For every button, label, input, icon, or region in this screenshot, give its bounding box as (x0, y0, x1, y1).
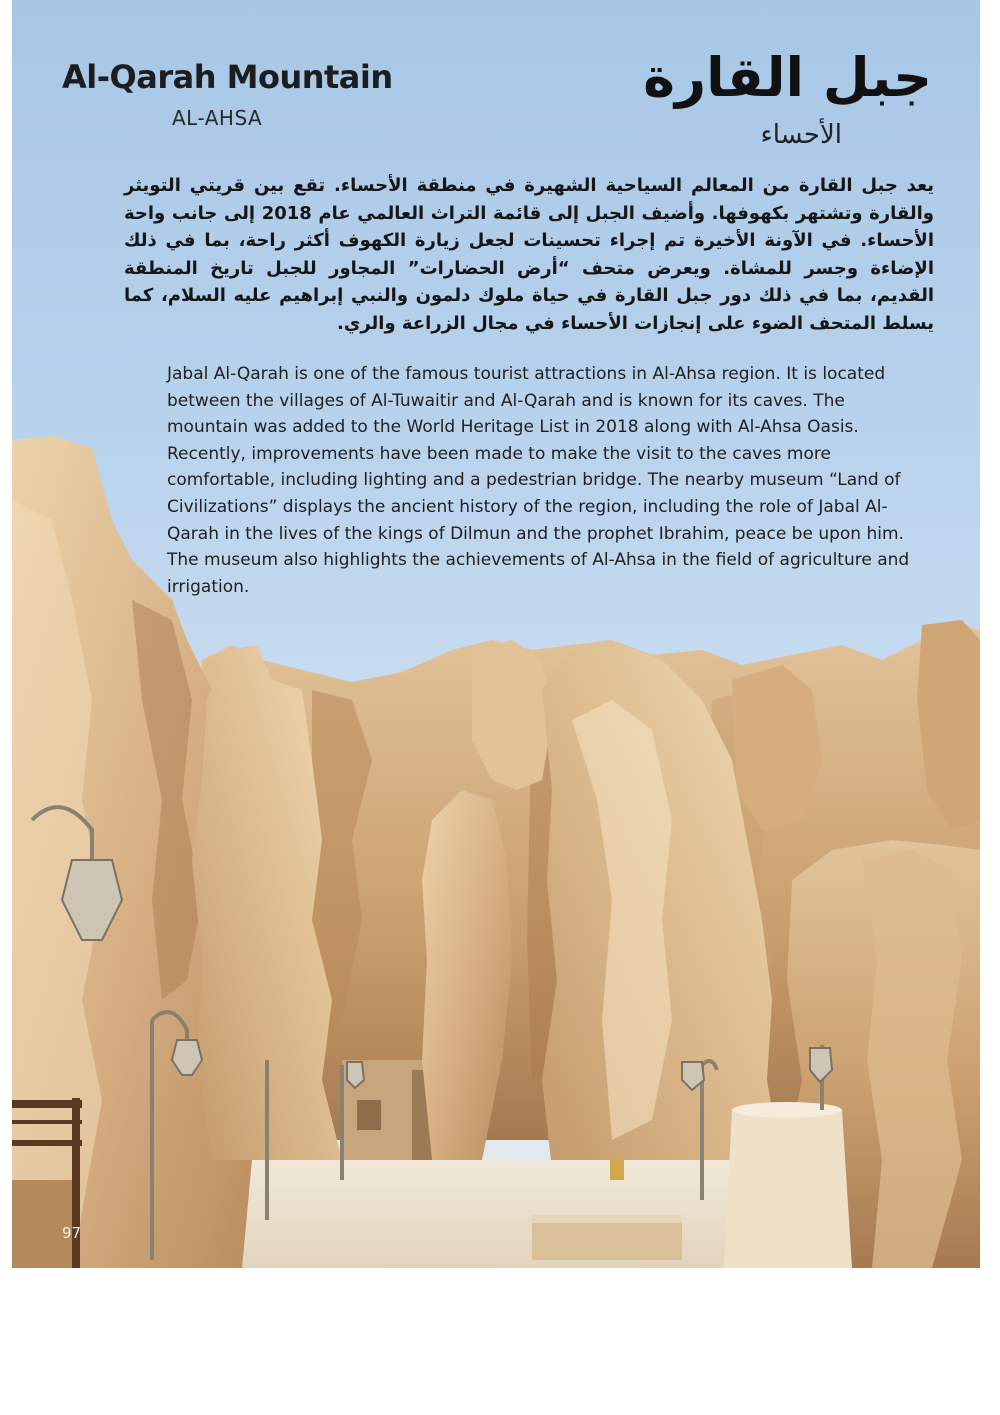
body-arabic: يعد جبل القارة من المعالم السياحية الشهيرة في منطقة الأحساء. تقع بين قريتي التويثر والقارة وتشتهر بكهوفها. وأضيف الجبل إلى قائمة التراث العالمي عام 2018 إلى جانب واحة الأحساء. في الآونة الأخيرة تم إجراء تحسينات لجعل زيارة الكهوف أكثر راحة، بما في ذلك الإضاءة وجسر للمشاة. ويعرض متحف “أرض الحضارات” المجاور للجبل تاريخ المنطقة القديم، بما في ذلك دور جبل القارة في حياة ملوك دلمون والنبي إبراهيم عليه السلام، كما يسلط المتحف الضوء على إنجازات الأحساء في مجال الزراعة والري. (124, 175, 935, 334)
page-number: 97 (62, 1224, 82, 1242)
title-ar: جبل القارة (643, 46, 932, 109)
page (12, 0, 980, 1268)
title-en: Al-Qarah Mountain (62, 58, 393, 96)
subtitle-en: AL-AHSA (172, 106, 263, 130)
body-english: Jabal Al-Qarah is one of the famous tourist attractions in Al-Ahsa region. It is located between the villages of Al-Tuwaitir and Al-Qarah and is known for its caves. The mountain was added to the World Heritage List in 2018 along with Al-Ahsa Oasis. Recently, improvements have been made to make the visit to the caves more comfortable, including lighting and a pedestrian bridge. The nearby museum “Land of Civilizations” displays the ancient history of the region, including the role of Jabal Al-Qarah in the lives of the kings of Dilmun and the prophet Ibrahim, peace be upon him. The museum also highlights the achievements of Al-Ahsa in the field of agriculture and irrigation. (167, 364, 910, 597)
subtitle-ar: الأحساء (760, 120, 842, 150)
